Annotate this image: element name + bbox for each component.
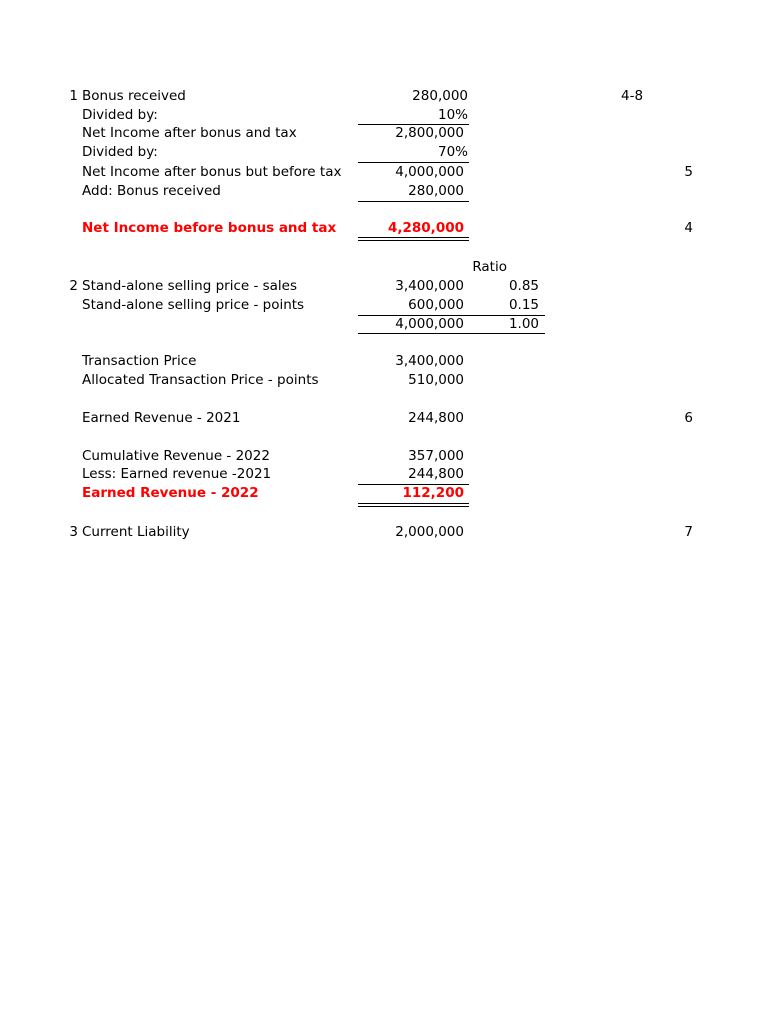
label-ni-before-bonus-tax: Net Income before bonus and tax (82, 220, 337, 236)
label-add-bonus: Add: Bonus received (82, 183, 221, 199)
side-note-4-8: 4-8 (621, 88, 644, 104)
double-underline-ni (358, 237, 469, 241)
underline-ssp-total (358, 333, 545, 334)
note-6: 6 (684, 410, 693, 426)
value-current-liability: 2,000,000 (395, 524, 464, 540)
value-divided-by-1: 10% (437, 107, 468, 123)
value-bonus-received: 280,000 (412, 88, 468, 104)
value-earned-revenue-2022: 112,200 (402, 485, 464, 501)
label-divided-by-1: Divided by: (82, 107, 158, 123)
note-7: 7 (684, 524, 693, 540)
ratio-ssp-sales: 0.85 (508, 278, 539, 294)
note-4: 4 (684, 220, 693, 236)
value-less-earned-2021: 244,800 (408, 466, 464, 482)
label-less-earned-2021: Less: Earned revenue -2021 (82, 466, 272, 482)
value-ssp-sales: 3,400,000 (395, 278, 464, 294)
label-cumulative-revenue-2022: Cumulative Revenue - 2022 (82, 448, 270, 464)
label-bonus-received: Bonus received (82, 88, 186, 104)
label-ni-after-bonus-tax: Net Income after bonus and tax (82, 125, 297, 141)
value-allocated-tp-points: 510,000 (408, 372, 464, 388)
label-ssp-sales: Stand-alone selling price - sales (82, 278, 298, 294)
value-cumulative-revenue-2022: 357,000 (408, 448, 464, 464)
value-ssp-points: 600,000 (408, 297, 464, 313)
ratio-header: Ratio (472, 259, 507, 275)
label-allocated-tp-points: Allocated Transaction Price - points (82, 372, 319, 388)
value-transaction-price: 3,400,000 (395, 353, 464, 369)
value-ssp-total: 4,000,000 (395, 316, 464, 332)
item-number-1: 1 (69, 88, 78, 104)
double-underline-earned-2022 (358, 503, 469, 507)
value-ni-before-tax: 4,000,000 (395, 164, 464, 180)
label-transaction-price: Transaction Price (82, 353, 197, 369)
value-add-bonus: 280,000 (408, 183, 464, 199)
note-5: 5 (684, 164, 693, 180)
label-earned-revenue-2022: Earned Revenue - 2022 (82, 485, 259, 501)
item-number-2: 2 (69, 278, 78, 294)
label-ssp-points: Stand-alone selling price - points (82, 297, 305, 313)
underline-add-bonus (358, 201, 469, 202)
label-divided-by-2: Divided by: (82, 144, 158, 160)
ratio-ssp-total: 1.00 (508, 316, 539, 332)
label-current-liability: Current Liability (82, 524, 190, 540)
value-earned-revenue-2021: 244,800 (408, 410, 464, 426)
item-number-3: 3 (69, 524, 78, 540)
value-ni-before-bonus-tax: 4,280,000 (387, 220, 464, 236)
value-divided-by-2: 70% (437, 144, 468, 160)
label-earned-revenue-2021: Earned Revenue - 2021 (82, 410, 241, 426)
label-ni-before-tax: Net Income after bonus but before tax (82, 164, 342, 180)
ratio-ssp-points: 0.15 (508, 297, 539, 313)
value-ni-after-bonus-tax: 2,800,000 (395, 125, 464, 141)
